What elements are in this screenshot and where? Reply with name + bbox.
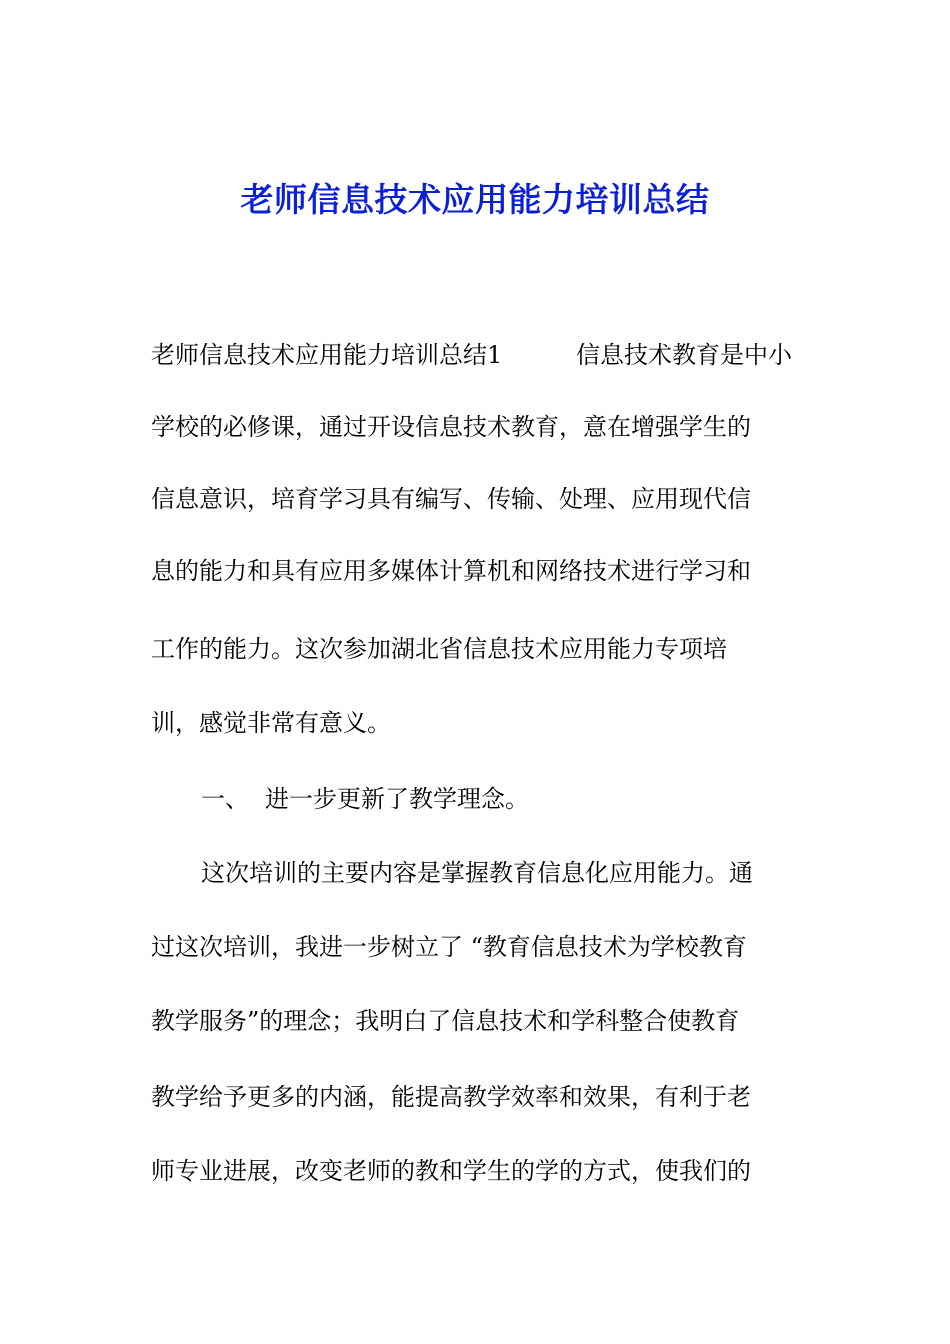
paragraph-2-line-5: 师专业进展，改变老师的教和学生的学的方式，使我们的: [151, 1157, 751, 1185]
paragraph-1-line-1: [151, 338, 811, 372]
intro-heading: 老师信息技术应用能力培训总结1: [151, 341, 503, 369]
paragraph-1-line-4: 息的能力和具有应用多媒体计算机和网络技术进行学习和: [151, 557, 751, 585]
paragraph-1-line-2: 学校的必修课，通过开设信息技术教育，意在增强学生的: [151, 413, 751, 441]
paragraph-2-line-1: 这次培训的主要内容是掌握教育信息化应用能力。通: [201, 859, 753, 887]
document-title: 老师信息技术应用能力培训总结: [240, 180, 710, 219]
section-1-title: 进一步更新了教学理念。: [265, 785, 529, 813]
paragraph-2-line-2: 过这次培训，我进一步树立了 “教育信息技术为学校教育: [151, 933, 747, 961]
paragraph-1-line-3: 信息意识，培育学习具有编写、传输、处理、应用现代信: [151, 485, 751, 513]
paragraph-2-line-3: 教学服务”的理念；我明白了信息技术和学科整合使教育: [151, 1007, 740, 1035]
paragraph-1-line-5: 工作的能力。这次参加湖北省信息技术应用能力专项培: [151, 635, 727, 663]
paragraph-1-start: 信息技术教育是中小: [576, 341, 792, 369]
section-1-number: 一、: [201, 785, 249, 813]
paragraph-2-line-4: 教学给予更多的内涵，能提高教学效率和效果，有利于老: [151, 1083, 751, 1111]
paragraph-1-line-6: 训，感觉非常有意义。: [151, 709, 391, 737]
section-1-heading: [201, 782, 529, 816]
